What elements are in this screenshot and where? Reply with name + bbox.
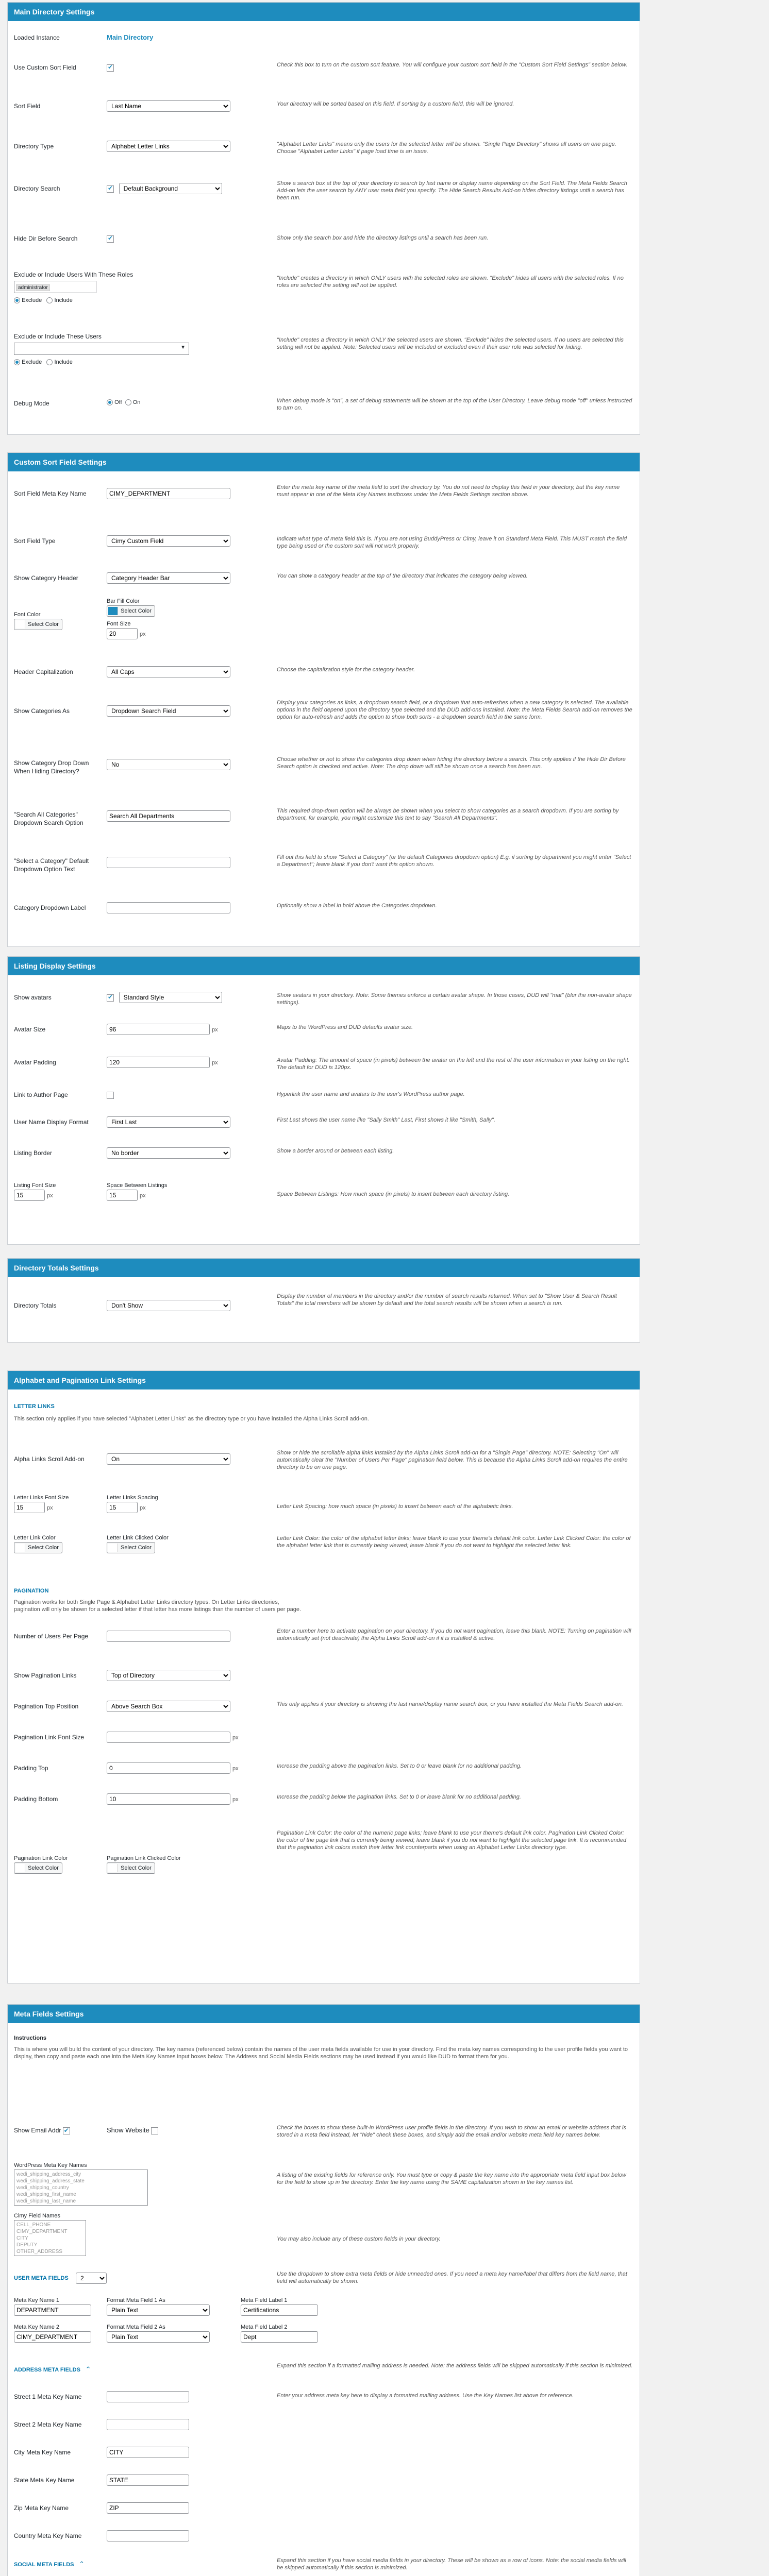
sort-type-select[interactable] bbox=[107, 535, 230, 547]
show-as-select[interactable] bbox=[107, 705, 230, 717]
pagination-heading: PAGINATION bbox=[14, 1588, 49, 1594]
avatars-help: Show avatars in your directory. Note: Some themes enforce a certain avatar shape. In those cases, DUD will "mat" (blur the non-avatar shape settings). bbox=[277, 992, 632, 1006]
listing-display-settings bbox=[7, 956, 640, 1245]
avatar-size-label: Avatar Size bbox=[14, 1026, 46, 1033]
sort-type-label: Sort Field Type bbox=[14, 537, 56, 545]
show-when-hiding-help: Choose whether or not to show the categories drop down when hiding the directory before a search. This only applies if the Hide Dir Before Search option is checked and active. Note: The drop down will still be shown once a search has been run. bbox=[277, 756, 626, 770]
directory-search-label: Directory Search bbox=[14, 185, 60, 192]
pad-top-label: Padding Top bbox=[14, 1765, 48, 1772]
instructions-heading: Instructions bbox=[14, 2035, 46, 2041]
letter-color-label: Letter Link Color bbox=[14, 1535, 56, 1541]
cap-label: Header Capitalization bbox=[14, 668, 73, 675]
name-format-help: First Last shows the user name like "Sally Smith" Last, First shows it like "Smith, Sally". bbox=[277, 1117, 495, 1123]
all-cat-help: This required drop-down option will be always be shown when you select to show categories as a search dropdown. If you are sorting by department, for example, you might customize this text to say "Search All Departments". bbox=[277, 808, 619, 821]
letter-links-note: This section only applies if you have selected "Alphabet Letter Links" as the directory type or you have installed the Alpha Links Scroll add-on. bbox=[14, 1416, 369, 1422]
select-cat-help: Fill out this field to show "Select a Category" (or the default Categories dropdown option) E.g. if sorting by department you might enter "Select a Department"; leave blank if you don't want this option shown. bbox=[277, 854, 631, 868]
street1-label: Street 1 Meta Key Name bbox=[14, 2393, 82, 2400]
cat-dd-input[interactable] bbox=[107, 902, 230, 913]
use-custom-sort-help: Check this box to turn on the custom sort feature. You will configure your custom sort field in the "Custom Sort Field Settings" section below. bbox=[277, 62, 628, 68]
space-between-input[interactable] bbox=[107, 1190, 138, 1201]
avatars-label: Show avatars bbox=[14, 994, 52, 1001]
hide-before-search-label: Hide Dir Before Search bbox=[14, 235, 78, 242]
street1-input[interactable] bbox=[107, 2391, 189, 2402]
px-unit: px bbox=[212, 1060, 218, 1066]
pag-clicked-picker[interactable]: Select Color bbox=[107, 1862, 155, 1874]
cimy-help: You may also include any of these custom fields in your directory. bbox=[277, 2236, 441, 2242]
directory-totals-settings bbox=[7, 1258, 640, 1343]
custom-sort-field-settings bbox=[7, 452, 640, 947]
street2-label: Street 2 Meta Key Name bbox=[14, 2421, 82, 2428]
show-pagination-label: Show Pagination Links bbox=[14, 1672, 77, 1679]
search-style-select[interactable] bbox=[119, 183, 222, 194]
pad-bottom-input[interactable] bbox=[107, 1793, 230, 1805]
use-custom-sort-checkbox[interactable] bbox=[107, 64, 114, 72]
section-title: Main Directory Settings bbox=[8, 3, 640, 21]
roles-help: "Include" creates a directory in which ONLY users with the selected roles are shown. "Exclude" hides all users with the selected roles. If no roles are selected the setting will not be applied. bbox=[277, 275, 624, 289]
pag-top-select[interactable] bbox=[107, 1701, 230, 1712]
address-help-2: Enter your address meta key here to display a formatted mailing address. Use the Key Names list above for reference. bbox=[277, 2393, 574, 2399]
cap-select[interactable] bbox=[107, 666, 230, 677]
include-label: Include bbox=[54, 297, 73, 303]
sort-field-help: Your directory will be sorted based on this field. If sorting by a custom field, this will be ignored. bbox=[277, 101, 514, 107]
show-as-label: Show Categories As bbox=[14, 707, 70, 715]
name-format-select[interactable] bbox=[107, 1116, 230, 1128]
border-select[interactable] bbox=[107, 1147, 230, 1159]
zip-input[interactable] bbox=[107, 2502, 189, 2514]
avatar-padding-label: Avatar Padding bbox=[14, 1059, 56, 1066]
section-title: Listing Display Settings bbox=[8, 957, 640, 975]
cimy-label: Cimy Field Names bbox=[14, 2213, 60, 2219]
meta-fields-count-select[interactable] bbox=[76, 2273, 107, 2284]
use-custom-sort-label: Use Custom Sort Field bbox=[14, 64, 76, 71]
font-size-label: Font Size bbox=[107, 621, 131, 627]
letter-space-input[interactable] bbox=[107, 1502, 138, 1513]
section-title: Directory Totals Settings bbox=[8, 1259, 640, 1277]
debug-help: When debug mode is "on", a set of debug statements will be shown at the top of the User Directory. Leave debug mode "off" unless instructed to turn on. bbox=[277, 398, 632, 411]
letter-space-label: Letter Links Spacing bbox=[107, 1495, 158, 1501]
avatar-size-input[interactable] bbox=[107, 1024, 210, 1035]
border-help: Show a border around or between each listing. bbox=[277, 1148, 394, 1154]
chevron-up-icon[interactable]: ⌃ bbox=[79, 2560, 85, 2568]
address-heading[interactable]: ADDRESS META FIELDS bbox=[14, 2367, 80, 2373]
per-page-label: Number of Users Per Page bbox=[14, 1633, 89, 1640]
px-unit: px bbox=[47, 1193, 53, 1199]
all-cat-label: "Search All Categories" Dropdown Search Option bbox=[14, 811, 83, 826]
debug-off-label: Off bbox=[114, 399, 122, 405]
show-when-hiding-label: Show Category Drop Down When Hiding Directory? bbox=[14, 759, 89, 775]
sort-field-select[interactable] bbox=[107, 100, 230, 112]
alphabet-pagination-settings bbox=[7, 1370, 640, 1984]
per-page-help: Enter a number here to activate pagination on your directory. If you do not want pagination, leave this blank. NOTE: Turning on pagination will automatically set (not deactivate) the Alpha Links Scroll add-on if it is installed & active. bbox=[277, 1628, 631, 1641]
show-pagination-select[interactable] bbox=[107, 1670, 230, 1681]
email-label: Show Email Addr bbox=[14, 2127, 61, 2134]
letter-clicked-label: Letter Link Clicked Color bbox=[107, 1535, 169, 1541]
field-label-2-input[interactable] bbox=[241, 2331, 318, 2343]
pad-top-input[interactable] bbox=[107, 1762, 230, 1774]
pag-color-picker[interactable]: Select Color bbox=[14, 1862, 62, 1874]
country-input[interactable] bbox=[107, 2530, 189, 2541]
users-help: "Include" creates a directory in which ONLY the selected users are shown. "Exclude" hides the selected users. If no users are selected this setting will not be applied. Note: Selected users will be included or excluded even if their user role was selected for hiding. bbox=[277, 337, 624, 350]
meta-fields-settings bbox=[7, 2004, 640, 2576]
pag-clicked-label: Pagination Link Clicked Color bbox=[107, 1855, 181, 1861]
email-help: Check the boxes to show these built-in WordPress user profile fields in the directory. If you wish to show an email or website address that is stored in a meta field instead, let "hide" check these boxes, and simply add the email and/or website meta field key names below. bbox=[277, 2125, 626, 2138]
field-label-2-label: Meta Field Label 2 bbox=[241, 2324, 288, 2330]
letter-links-heading: LETTER LINKS bbox=[14, 1403, 55, 1410]
border-label: Listing Border bbox=[14, 1149, 53, 1157]
field-label-1-label: Meta Field Label 1 bbox=[241, 2297, 288, 2303]
cat-header-label: Show Category Header bbox=[14, 574, 78, 582]
font-size-input[interactable] bbox=[107, 628, 138, 639]
letter-spacing-help: Letter Link Spacing: how much space (in pixels) to insert between each of the alphabetic links. bbox=[277, 1503, 513, 1510]
cap-help: Choose the capitalization style for the category header. bbox=[277, 667, 415, 673]
directory-search-help: Show a search box at the top of your directory to search by last name or display name depending on the Sort Field. The Meta Fields Search Add-on lets the user search by ANY user meta field you specify. The Hide Search Results Add-on hides directory listings until a search has been run. bbox=[277, 180, 627, 201]
author-page-help: Hyperlink the user name and avatars to the user's WordPress author page. bbox=[277, 1091, 465, 1097]
cat-header-help: You can show a category header at the top of the directory that indicates the category being viewed. bbox=[277, 573, 528, 579]
letter-color-help: Letter Link Color: the color of the alphabet letter links; leave blank to use your theme's default link color. Letter Link Clicked Color: the color of the alphabet letter link that is currently being viewed; leave blank if you do not want to highlight the selected letter link. bbox=[277, 1535, 631, 1549]
city-input[interactable] bbox=[107, 2447, 189, 2458]
pag-font-label: Pagination Link Font Size bbox=[14, 1734, 85, 1741]
loaded-instance-value: Main Directory bbox=[107, 33, 154, 41]
meta-key-label: Sort Field Meta Key Name bbox=[14, 490, 87, 497]
format-1-select[interactable] bbox=[107, 2304, 210, 2316]
select-cat-label: "Select a Category" Default Dropdown Option Text bbox=[14, 857, 89, 873]
cimy-keys-list[interactable]: CELL_PHONE CIMY_DEPARTMENT CITY DEPUTY OTHER_ADDRESS bbox=[14, 2220, 86, 2256]
format-2-select[interactable] bbox=[107, 2331, 210, 2343]
roles-include-radio[interactable] bbox=[46, 297, 53, 303]
roles-exclude-radio[interactable] bbox=[14, 297, 20, 303]
letter-font-label: Letter Links Font Size bbox=[14, 1495, 69, 1501]
country-label: Country Meta Key Name bbox=[14, 2532, 82, 2539]
roles-label: Exclude or Include Users With These Roles bbox=[14, 271, 133, 278]
cat-header-select[interactable] bbox=[107, 572, 230, 584]
px-unit: px bbox=[212, 1027, 218, 1033]
exclude-label: Exclude bbox=[22, 297, 42, 303]
address-help-1: Expand this section if a formatted mailing address is needed. Note: the address fields will be skipped automatically if this section is minimized. bbox=[277, 2363, 633, 2369]
section-title: Meta Fields Settings bbox=[8, 2005, 640, 2023]
meta-fields-label: USER META FIELDS bbox=[14, 2275, 69, 2281]
totals-select[interactable] bbox=[107, 1300, 230, 1311]
px-unit: px bbox=[47, 1505, 53, 1511]
sort-field-label: Sort Field bbox=[14, 103, 41, 110]
zip-label: Zip Meta Key Name bbox=[14, 2504, 69, 2512]
px-unit: px bbox=[140, 1505, 146, 1511]
bar-fill-label: Bar Fill Color bbox=[107, 598, 140, 604]
font-color-label: Font Color bbox=[14, 612, 41, 618]
instructions-text: This is where you will build the content of your directory. The key names (referenced below) contain the names of the user meta fields available for use in your directory. Find the meta key names corresponding to the user profile fields you want to display, then copy and paste each one into the Meta Key Names input boxes below. The Address and Social Media Fields sections may be used instead if you would like DUD to format them for you. bbox=[14, 2046, 628, 2060]
author-page-checkbox[interactable] bbox=[107, 1092, 114, 1099]
author-page-label: Link to Author Page bbox=[14, 1091, 68, 1098]
chevron-down-icon: ▼ bbox=[180, 345, 186, 350]
select-cat-input[interactable] bbox=[107, 857, 230, 868]
loaded-instance-label: Loaded Instance bbox=[14, 34, 60, 41]
px-unit: px bbox=[140, 1193, 146, 1199]
letter-clicked-picker[interactable]: Select Color bbox=[107, 1542, 155, 1553]
format-2-label: Format Meta Field 2 As bbox=[107, 2324, 165, 2330]
hide-before-search-checkbox[interactable] bbox=[107, 235, 114, 243]
avatar-padding-help: Avatar Padding: The amount of space (in pixels) between the avatar on the left and the rest of the user information in your listing on the right. The default for DUD is 120px. bbox=[277, 1057, 630, 1071]
pag-color-help: Pagination Link Color: the color of the numeric page links; leave blank to use your theme's default link color. Pagination Link Clicked Color: the color of the page link that is currently being viewed; leave blank if you do not want to highlight the selected page link. It is recommended that the pagination link colors match their letter link counterparts when using an Alphabet Letter Links directory type. bbox=[277, 1830, 627, 1851]
meta-key-2-label: Meta Key Name 2 bbox=[14, 2324, 60, 2330]
debug-label: Debug Mode bbox=[14, 400, 49, 407]
main-directory-settings bbox=[7, 2, 640, 435]
listing-spacing-help: Space Between Listings: How much space (in pixels) to insert between each directory listing. bbox=[277, 1191, 510, 1197]
show-as-help: Display your categories as links, a dropdown search field, or a dropdown that auto-refreshes when a new category is selected. The available options in the field depend upon the directory type selected and the DUD add-ons installed. Note: the Meta Fields Search add-on removes the option for auto-refresh and adds the option to show both sorts - a dropdown search field in the same form. bbox=[277, 700, 632, 720]
pagination-note: Pagination works for both Single Page & Alphabet Letter Links directory types. On Letter Links directories, pagination will only be shown for a selected letter if that letter has more listings than the number of users per page. bbox=[14, 1599, 302, 1613]
pad-top-help: Increase the padding above the pagination links. Set to 0 or leave blank for no additional padding. bbox=[277, 1763, 522, 1769]
pad-bottom-help: Increase the padding below the pagination links. Set to 0 or leave blank for no additional padding. bbox=[277, 1794, 521, 1800]
sort-type-help: Indicate what type of meta field this is. If you are not using BuddyPress or Cimy, leave it on Standard Meta Field. This MUST match the field type being used or the custom sort will not work properly. bbox=[277, 536, 627, 549]
meta-key-help: Enter the meta key name of the meta field to sort the directory by. You do not need to display this field in your directory, but the key name must appear in one of the Meta Key Names textboxes under the Meta Fields Settings section above. bbox=[277, 484, 620, 498]
debug-on-radio[interactable] bbox=[125, 399, 131, 405]
users-multiselect[interactable] bbox=[14, 343, 189, 355]
roles-multiselect[interactable] bbox=[14, 281, 96, 293]
meta-fields-help: Use the dropdown to show extra meta fields or hide unneeded ones. If you need a meta key name/label that differs from the field name, that field will automatically be shown. bbox=[277, 2271, 627, 2284]
format-1-label: Format Meta Field 1 As bbox=[107, 2297, 165, 2303]
state-label: State Meta Key Name bbox=[14, 2477, 75, 2484]
px-unit: px bbox=[232, 1797, 239, 1803]
website-label: Show Website bbox=[107, 2126, 149, 2134]
directory-type-help: "Alphabet Letter Links" means only the users for the selected letter will be shown. "Single Page Directory" shows all users on one page. Choose "Alphabet Letter Links" if page load time is an issue. bbox=[277, 141, 616, 155]
letter-color-picker[interactable]: Select Color bbox=[14, 1542, 62, 1553]
avatars-checkbox[interactable] bbox=[107, 994, 114, 1002]
directory-type-select[interactable] bbox=[107, 141, 230, 152]
totals-label: Directory Totals bbox=[14, 1302, 57, 1309]
directory-type-label: Directory Type bbox=[14, 143, 54, 150]
cat-dd-label: Category Dropdown Label bbox=[14, 904, 86, 911]
cat-dd-help: Optionally show a label in bold above the Categories dropdown. bbox=[277, 903, 437, 909]
role-chip[interactable]: administrator bbox=[16, 284, 50, 291]
city-label: City Meta Key Name bbox=[14, 2449, 71, 2456]
hide-before-search-help: Show only the search box and hide the directory listings until a search has been run. bbox=[277, 235, 489, 241]
social-help: Expand this section if you have social media fields in your directory. These will be shown as a row of icons. Note: the social media fields will be skipped automatically if this section is minimized. bbox=[277, 2557, 626, 2571]
pag-font-input[interactable] bbox=[107, 1732, 230, 1743]
pad-bottom-label: Padding Bottom bbox=[14, 1795, 58, 1803]
users-exclude-radio[interactable] bbox=[14, 359, 20, 365]
px-unit: px bbox=[140, 631, 146, 637]
wp-keys-label: WordPress Meta Key Names bbox=[14, 2162, 87, 2168]
listing-font-size-input[interactable] bbox=[14, 1190, 45, 1201]
section-title: Custom Sort Field Settings bbox=[8, 453, 640, 471]
scroll-select[interactable] bbox=[107, 1453, 230, 1465]
meta-key-input[interactable] bbox=[107, 488, 230, 499]
font-color-picker[interactable]: Select Color bbox=[14, 619, 62, 630]
avatar-size-help: Maps to the WordPress and DUD defaults avatar size. bbox=[277, 1024, 413, 1030]
meta-key-1-input[interactable] bbox=[14, 2304, 91, 2316]
show-when-hiding-select[interactable] bbox=[107, 759, 230, 770]
section-title: Alphabet and Pagination Link Settings bbox=[8, 1371, 640, 1389]
meta-key-2-input[interactable] bbox=[14, 2331, 91, 2343]
users-include-radio[interactable] bbox=[46, 359, 53, 365]
street2-input[interactable] bbox=[107, 2419, 189, 2430]
wp-keys-list[interactable]: wedi_shipping_address_city wedi_shipping_address_state wedi_shipping_country wedi_shipping_first_name wedi_shipping_last_name bbox=[14, 2170, 148, 2206]
website-checkbox[interactable] bbox=[151, 2127, 158, 2134]
state-input[interactable] bbox=[107, 2475, 189, 2486]
pag-top-help: This only applies if your directory is showing the last name/display name search box, or you have installed the Meta Fields Search add-on. bbox=[277, 1701, 623, 1707]
wp-keys-help: A listing of the existing fields for reference only. You must type or copy & paste the key name into the appropriate meta field input box below for the field to show up in the directory. Enter the key name using the SAME capitalization shown in the key names list. bbox=[277, 2172, 626, 2185]
per-page-input[interactable] bbox=[107, 1631, 230, 1642]
include-label: Include bbox=[54, 359, 73, 365]
listing-font-size-label: Listing Font Size bbox=[14, 1182, 56, 1189]
totals-help: Display the number of members in the directory and/or the number of search results returned. When set to "Show User & Search Result Totals" the total members will be shown by default and the total search results will be shown when a search is run. bbox=[277, 1293, 617, 1307]
bar-fill-picker[interactable]: Select Color bbox=[107, 605, 155, 617]
debug-off-radio[interactable] bbox=[107, 399, 113, 405]
name-format-label: User Name Display Format bbox=[14, 1118, 89, 1126]
users-label: Exclude or Include These Users bbox=[14, 333, 102, 340]
debug-on-label: On bbox=[132, 399, 141, 405]
exclude-label: Exclude bbox=[22, 359, 42, 365]
all-cat-input[interactable] bbox=[107, 810, 230, 822]
chevron-up-icon[interactable]: ⌃ bbox=[85, 2365, 91, 2373]
space-between-label: Space Between Listings bbox=[107, 1182, 168, 1189]
field-label-1-input[interactable] bbox=[241, 2304, 318, 2316]
meta-key-1-label: Meta Key Name 1 bbox=[14, 2297, 60, 2303]
px-unit: px bbox=[232, 1766, 239, 1772]
pag-color-label: Pagination Link Color bbox=[14, 1855, 68, 1861]
scroll-label: Alpha Links Scroll Add-on bbox=[14, 1455, 85, 1463]
scroll-help: Show or hide the scrollable alpha links installed by the Alpha Links Scroll add-on for a "Single Page" directory. NOTE: Selecting "On" will automatically clear the "Number of Users Per Page" pagination field below. This is because the Alpha Links Scroll add-on requires the entire directory to be on one page. bbox=[277, 1450, 628, 1470]
email-checkbox[interactable] bbox=[63, 2127, 70, 2134]
directory-search-checkbox[interactable] bbox=[107, 185, 114, 193]
avatar-padding-input[interactable] bbox=[107, 1057, 210, 1068]
pag-top-label: Pagination Top Position bbox=[14, 1703, 79, 1710]
letter-font-input[interactable] bbox=[14, 1502, 45, 1513]
avatar-style-select[interactable] bbox=[119, 992, 222, 1003]
px-unit: px bbox=[232, 1735, 239, 1741]
social-heading[interactable]: SOCIAL META FIELDS bbox=[14, 2562, 74, 2568]
